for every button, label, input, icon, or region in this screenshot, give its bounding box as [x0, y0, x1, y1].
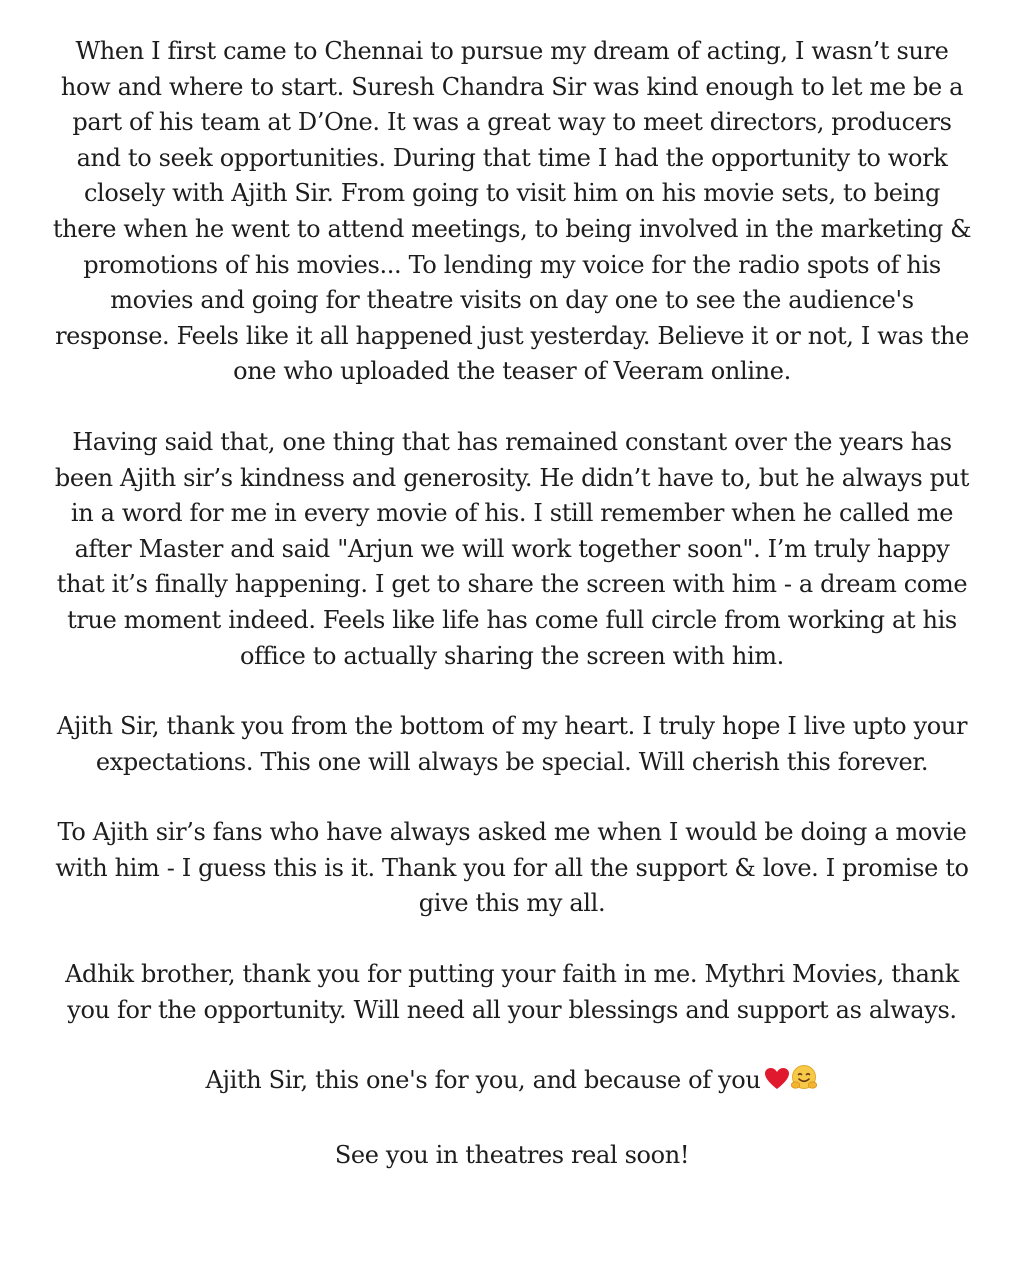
- emoji-group: [764, 1064, 818, 1103]
- paragraph-2: Having said that, one thing that has remained constant over the years has been Ajith sir’s kindness and generosity. He didn’t have to, but he always put in a word for me in every movie of his. I still remember when he called me after Master and said "Arjun we will work together soon". I’m truly happy that it’s finally happening. I get to share the screen with him - a dream come true moment indeed. Feels like life has come full circle from working at his office to actually sharing the screen with him.: [54, 427, 970, 670]
- paragraph-3: Ajith Sir, thank you from the bottom of my heart. I truly hope I live upto your expectations. This one will always be special. Will cherish this forever.: [56, 712, 968, 776]
- red-heart-icon: [764, 1066, 790, 1102]
- paragraph-5: Adhik brother, thank you for putting your faith in me. Mythri Movies, thank you for the opportunity. Will need all your blessings and support as always.: [65, 960, 959, 1024]
- paragraph-1: When I first came to Chennai to pursue my dream of acting, I wasn’t sure how and where to start. Suresh Chandra Sir was kind enough to let me be a part of his team at D’One. It was a great way to meet directors, producers and to seek opportunities. During that time I had the opportunity to work closely with Ajith Sir. From going to visit him on his movie sets, to being there when he went to attend meetings, to being involved in the marketing & promotions of his movies... To lending my voice for the radio spots of his movies and going for theatre visits on day one to see the audience's response. Feels like it all happened just yesterday. Believe it or not, I was the one who uploaded the teaser of Veeram online.: [52, 37, 972, 386]
- paragraph-6: [52, 1063, 972, 1103]
- paragraph-7: See you in theatres real soon!: [334, 1141, 690, 1170]
- hugging-face-icon: [790, 1064, 818, 1103]
- paragraph-4: To Ajith sir’s fans who have always asked me when I would be doing a movie with him - I guess this is it. Thank you for all the support & love. I promise to give this my all.: [55, 818, 969, 918]
- paragraph-6-text: Ajith Sir, this one's for you, and because of you: [205, 1066, 761, 1095]
